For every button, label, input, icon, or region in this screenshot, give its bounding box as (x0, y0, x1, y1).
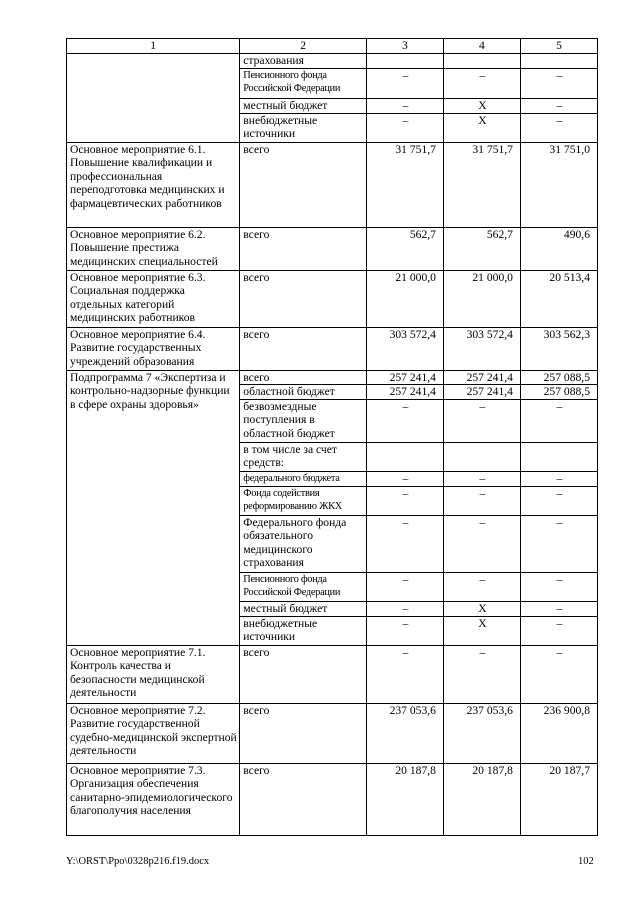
value-cell: – (520, 471, 597, 486)
value-cell: – (366, 68, 443, 98)
table-row (67, 53, 598, 68)
table-row (67, 763, 598, 835)
value-cell: 303 572,4 (443, 327, 520, 370)
value-cell: – (520, 616, 597, 645)
value-cell: 31 751,7 (443, 142, 520, 227)
value-cell (520, 442, 597, 471)
value-cell: – (443, 471, 520, 486)
header-cell: 4 (443, 39, 520, 54)
source-cell: местный бюджет (240, 601, 367, 616)
value-cell: – (366, 616, 443, 645)
source-cell: страхования (240, 53, 367, 68)
value-cell (366, 442, 443, 471)
value-cell (520, 53, 597, 68)
value-cell: 257 241,4 (443, 385, 520, 400)
funding-table (66, 38, 598, 836)
table-row (67, 645, 598, 703)
source-cell: внебюджетные источники (240, 616, 367, 645)
value-cell: – (443, 515, 520, 572)
value-cell: 21 000,0 (443, 270, 520, 327)
name-cell: Основное мероприятие 7.2. Развитие государственной судебно-медицинской экспертной деятельности (67, 703, 240, 763)
source-cell: федерального бюджета (240, 471, 367, 486)
value-cell: – (520, 486, 597, 515)
name-cell: Основное мероприятие 6.1. Повышение квалификации и профессиональная переподготовка медицинских и фармацевтических работников (67, 142, 240, 227)
value-cell (443, 442, 520, 471)
source-cell: Пенсионного фонда Российской Федерации (240, 572, 367, 601)
table-row (67, 327, 598, 370)
value-cell: 562,7 (366, 227, 443, 270)
value-cell: – (443, 572, 520, 601)
value-cell: – (366, 645, 443, 703)
name-cell: Основное мероприятие 6.4. Развитие государственных учреждений образования (67, 327, 240, 370)
value-cell: – (520, 68, 597, 98)
value-cell: – (366, 113, 443, 142)
header-cell: 1 (67, 39, 240, 54)
value-cell: 257 088,5 (520, 385, 597, 400)
value-cell: 303 572,4 (366, 327, 443, 370)
source-cell: всего (240, 227, 367, 270)
name-cell: Основное мероприятие 7.3. Организация обеспечения санитарно-эпидемиологического благополучия населения (67, 763, 240, 835)
value-cell: – (366, 601, 443, 616)
value-cell: 303 562,3 (520, 327, 597, 370)
value-cell: 562,7 (443, 227, 520, 270)
source-cell: Фонда содействия реформированию ЖКХ (240, 486, 367, 515)
value-cell: – (520, 113, 597, 142)
value-cell: – (520, 601, 597, 616)
source-cell: в том числе за счет средств: (240, 442, 367, 471)
value-cell: 257 241,4 (443, 370, 520, 385)
value-cell: 257 241,4 (366, 385, 443, 400)
table-row (67, 227, 598, 270)
value-cell: 257 241,4 (366, 370, 443, 385)
value-cell: 236 900,8 (520, 703, 597, 763)
header-cell: 2 (240, 39, 367, 54)
value-cell (366, 53, 443, 68)
value-cell: 237 053,6 (443, 703, 520, 763)
source-cell: всего (240, 270, 367, 327)
value-cell: – (443, 68, 520, 98)
value-cell: – (366, 399, 443, 442)
name-cell: Основное мероприятие 7.1. Контроль качества и безопасности медицинской деятельности (67, 645, 240, 703)
value-cell: – (366, 98, 443, 113)
value-cell: 20 187,7 (520, 763, 597, 835)
header-cell: 5 (520, 39, 597, 54)
value-cell: 257 088,5 (520, 370, 597, 385)
name-cell: Основное мероприятие 6.2. Повышение престижа медицинских специальностей (67, 227, 240, 270)
source-cell: всего (240, 763, 367, 835)
value-cell: – (520, 515, 597, 572)
subprogram-name-cell: Подпрограмма 7 «Экспертиза и контрольно-надзорные функции в сфере охраны здоровья» (67, 370, 240, 645)
value-cell: Х (443, 113, 520, 142)
value-cell: – (443, 399, 520, 442)
value-cell: 20 187,8 (366, 763, 443, 835)
table-row (67, 142, 598, 227)
value-cell: Х (443, 601, 520, 616)
source-cell: Пенсионного фонда Российской Федерации (240, 68, 367, 98)
value-cell: – (366, 515, 443, 572)
table-row (67, 270, 598, 327)
source-cell: местный бюджет (240, 98, 367, 113)
value-cell: – (366, 471, 443, 486)
value-cell: Х (443, 98, 520, 113)
value-cell: – (520, 98, 597, 113)
source-cell: внебюджетные источники (240, 113, 367, 142)
source-cell: всего (240, 370, 367, 385)
name-cell: Основное мероприятие 6.3. Социальная поддержка отдельных категорий медицинских работников (67, 270, 240, 327)
value-cell: – (520, 645, 597, 703)
source-cell: всего (240, 327, 367, 370)
page-number: 102 (578, 856, 594, 867)
table-header-row (67, 39, 598, 54)
value-cell: 237 053,6 (366, 703, 443, 763)
footer-file-path: Y:\ORST\Ppo\0328p216.f19.docx (66, 856, 210, 867)
source-cell: всего (240, 703, 367, 763)
value-cell: – (443, 645, 520, 703)
value-cell: – (520, 399, 597, 442)
value-cell: 21 000,0 (366, 270, 443, 327)
value-cell: – (366, 486, 443, 515)
value-cell: 31 751,0 (520, 142, 597, 227)
table-row (67, 370, 598, 385)
value-cell: 490,6 (520, 227, 597, 270)
value-cell: – (443, 486, 520, 515)
value-cell: 20 187,8 (443, 763, 520, 835)
value-cell: 31 751,7 (366, 142, 443, 227)
source-cell: всего (240, 142, 367, 227)
source-cell: всего (240, 645, 367, 703)
source-cell: безвозмездные поступления в областной бюджет (240, 399, 367, 442)
source-cell: Федерального фонда обязательного медицинского страхования (240, 515, 367, 572)
value-cell: – (366, 572, 443, 601)
header-cell: 3 (366, 39, 443, 54)
value-cell: – (520, 572, 597, 601)
source-cell: областной бюджет (240, 385, 367, 400)
value-cell: Х (443, 616, 520, 645)
value-cell: 20 513,4 (520, 270, 597, 327)
value-cell (443, 53, 520, 68)
table-row (67, 703, 598, 763)
name-cell (67, 53, 240, 142)
